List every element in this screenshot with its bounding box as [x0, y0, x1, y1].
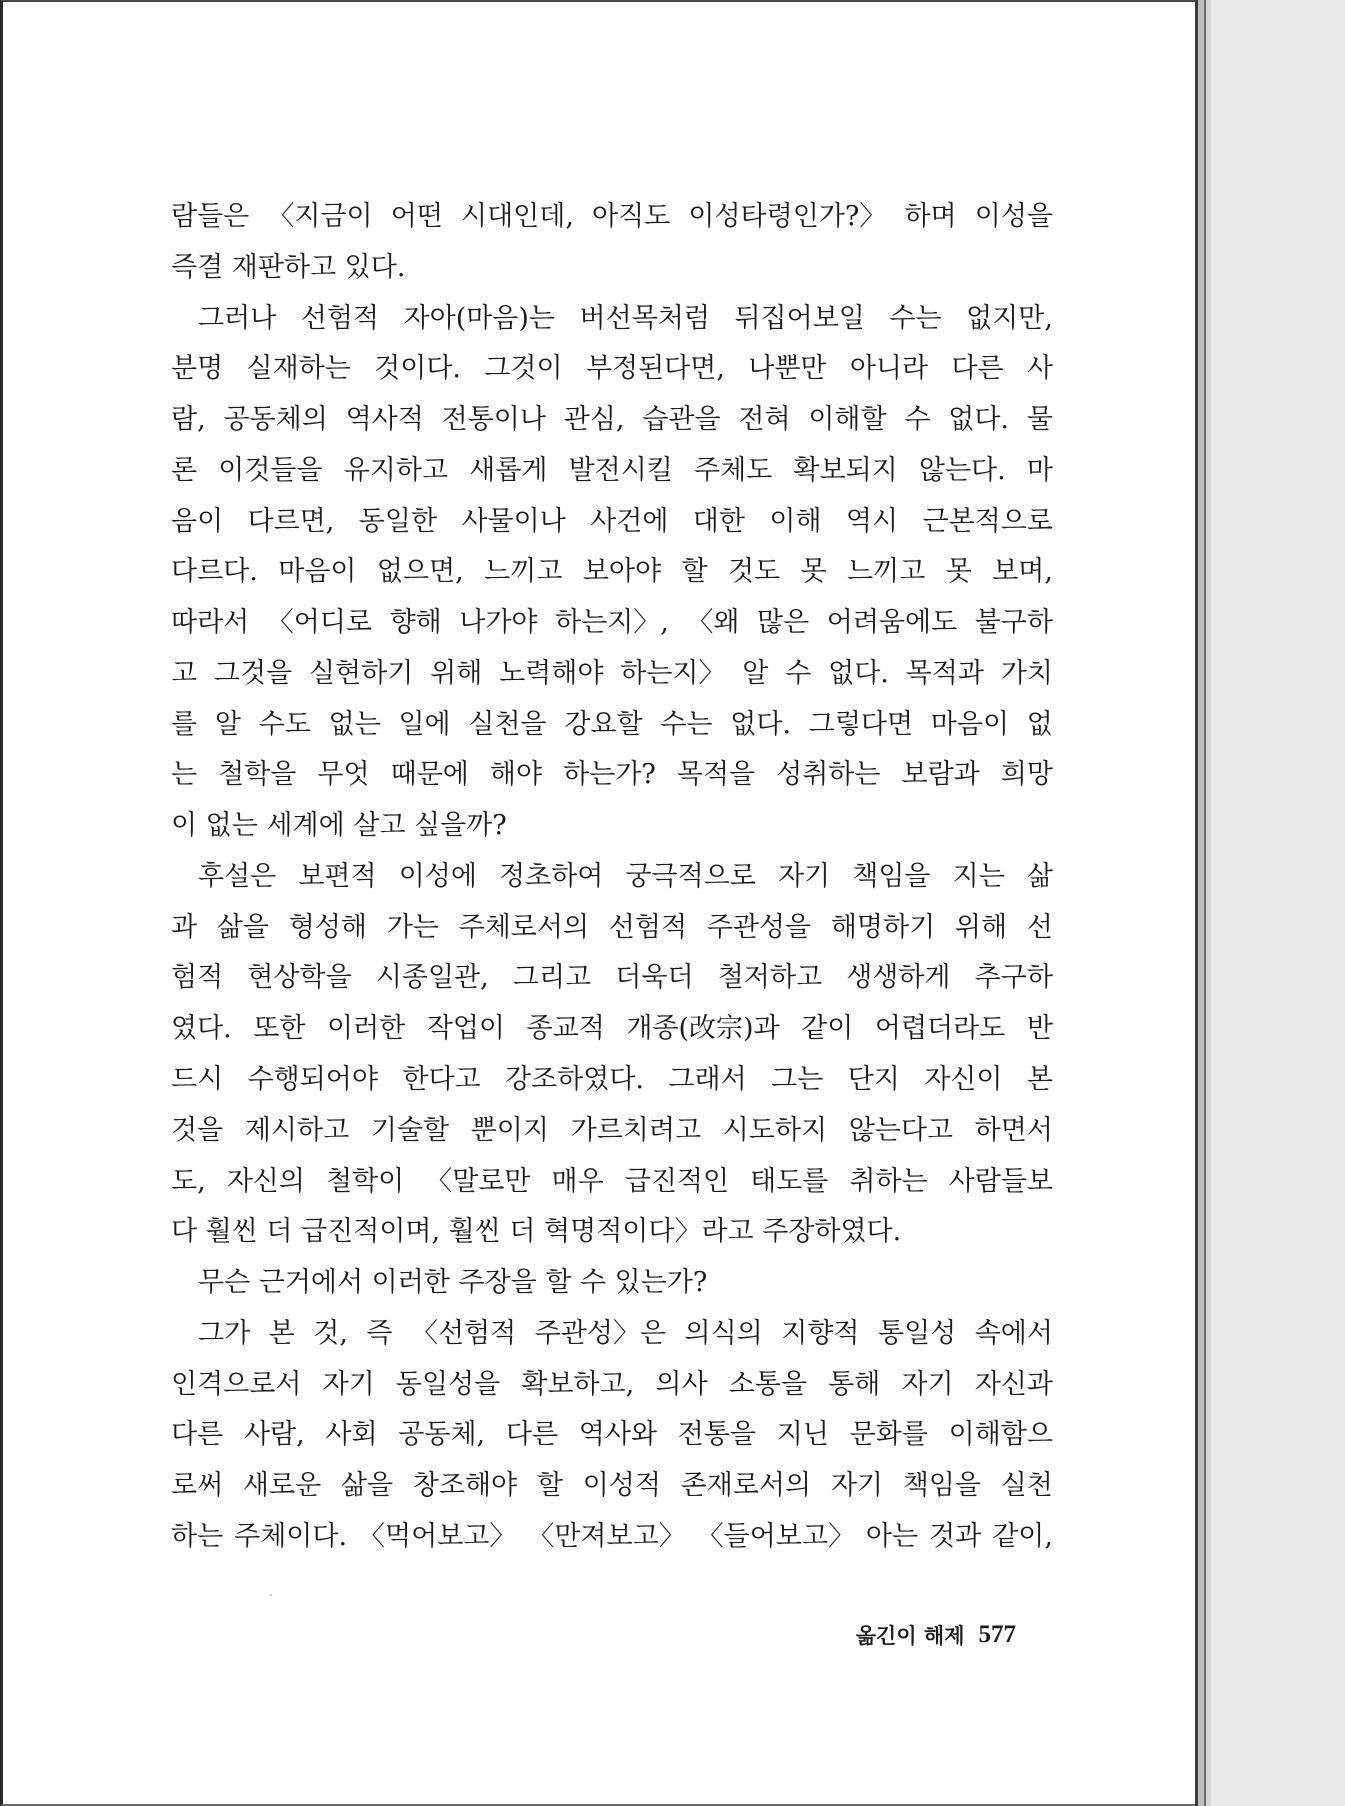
- text-line: [171, 192, 1053, 243]
- word: 이것들을: [218, 454, 323, 486]
- word: 삶을: [216, 911, 269, 943]
- word: 지닌: [776, 1419, 829, 1451]
- word: 없: [1026, 708, 1053, 740]
- word: 것,: [313, 1317, 348, 1349]
- word: 아니라: [849, 353, 929, 385]
- word: 론: [171, 454, 198, 486]
- word: 유지하고: [343, 454, 449, 486]
- word: 또한: [253, 1013, 306, 1045]
- word: 성취하는: [776, 759, 881, 791]
- word: 의식의: [684, 1317, 763, 1349]
- word: 마: [1026, 454, 1053, 486]
- text-line: [171, 1461, 1053, 1512]
- page-edge: [1195, 0, 1211, 1806]
- word: 드시: [171, 1064, 224, 1096]
- word: 그가: [198, 1317, 251, 1349]
- word: 기술할: [370, 1114, 450, 1146]
- word: 것이다.: [374, 353, 461, 385]
- word: 삶을: [340, 1470, 394, 1502]
- word: 역사적: [345, 404, 424, 436]
- word: 알: [742, 657, 769, 689]
- word: 본: [268, 1317, 295, 1349]
- word: 물: [1026, 404, 1053, 436]
- text-line: [171, 1106, 1053, 1157]
- word: 그리고: [512, 962, 592, 994]
- word: 못: [945, 556, 972, 588]
- text-line: [171, 497, 1053, 548]
- word: 단지: [847, 1064, 900, 1096]
- text-line: [171, 750, 1053, 801]
- word: 따라서: [171, 607, 250, 639]
- word: 험적: [171, 962, 224, 994]
- word: 지는: [952, 860, 1005, 892]
- word: 시대인데,: [461, 201, 574, 232]
- word: 사람들보: [948, 1165, 1053, 1197]
- word: 분명: [171, 353, 224, 385]
- word: 속에서: [974, 1317, 1053, 1349]
- word: 통일성: [877, 1317, 957, 1349]
- word: 과: [171, 911, 198, 943]
- word: 못: [800, 556, 827, 588]
- word: 아직도: [592, 201, 671, 232]
- word: 실천을: [468, 708, 547, 740]
- word: 하는가?: [563, 759, 656, 791]
- page-footer: [763, 1616, 1016, 1654]
- word: 해야: [489, 759, 543, 791]
- word: 하는지〉,: [555, 607, 669, 639]
- word: 공동체,: [398, 1419, 486, 1451]
- word: 수는: [889, 302, 942, 334]
- word: 철학을: [218, 759, 297, 791]
- word: 위해: [954, 911, 1008, 943]
- word: 없는: [328, 708, 381, 740]
- word: 개종(改宗)과: [626, 1013, 780, 1045]
- text-line: [171, 1004, 1053, 1055]
- word: 공동체의: [223, 404, 328, 436]
- word: 일에: [398, 708, 451, 740]
- text-line: [171, 598, 1053, 649]
- word: 창조해야: [412, 1470, 518, 1502]
- text-line: [171, 294, 1053, 345]
- word: 수도: [258, 708, 311, 740]
- word: 작업이: [426, 1013, 506, 1045]
- word: 수: [785, 657, 812, 689]
- word: 이성을: [974, 201, 1053, 232]
- word: 이성타령인가?〉: [688, 201, 887, 232]
- word: 이러한: [326, 1013, 406, 1045]
- word: 한다고: [402, 1064, 481, 1096]
- word: 취하는: [849, 1165, 928, 1197]
- word: 형성해: [288, 911, 367, 943]
- word: 선험적: [608, 911, 688, 943]
- word: 지향적: [781, 1317, 860, 1349]
- word: 자신과: [974, 1368, 1053, 1400]
- word: 버선목처럼: [579, 302, 710, 334]
- word: 희망: [1000, 759, 1053, 791]
- word: 느끼고: [484, 556, 563, 588]
- word: 였다.: [171, 1013, 232, 1045]
- word: 수행되어야: [247, 1064, 378, 1096]
- word: 삶: [1026, 860, 1053, 892]
- word: 궁극적으로: [625, 860, 756, 892]
- word: 사: [1026, 353, 1053, 385]
- word: 는: [171, 759, 198, 791]
- word: 더욱더: [615, 962, 694, 994]
- word: 없지만,: [966, 302, 1053, 334]
- word: 이해: [769, 505, 822, 537]
- word: 어렵더라도: [874, 1013, 1006, 1045]
- text-line: [171, 395, 1053, 446]
- word: 정초하여: [499, 860, 604, 892]
- word: 가치: [1000, 657, 1053, 689]
- word: 통해: [828, 1368, 881, 1400]
- word: 〈선험적: [410, 1317, 517, 1349]
- word: 없으면,: [376, 556, 464, 588]
- word: 〈지금이: [267, 201, 373, 232]
- word: 자아(마음)는: [403, 302, 556, 334]
- word: 같이,: [992, 1520, 1053, 1552]
- word: 사람,: [243, 1419, 305, 1451]
- word: 수는: [660, 708, 713, 740]
- word: 로써: [171, 1470, 224, 1502]
- word: 보아야: [582, 556, 662, 588]
- word: 〈왜: [686, 607, 740, 639]
- word: 노력해야: [499, 657, 604, 689]
- word: 인격으로서: [171, 1368, 302, 1400]
- word: 이성적: [582, 1470, 661, 1502]
- word: 존재로서의: [680, 1470, 812, 1502]
- word: 선험적: [300, 302, 380, 334]
- word: 〈말로만: [425, 1165, 531, 1197]
- word: 전통이나: [441, 404, 546, 436]
- text-line: [171, 1055, 1053, 1106]
- word: 마음이: [930, 708, 1010, 740]
- word: 다르다.: [171, 556, 258, 588]
- word: 실천: [1000, 1470, 1053, 1502]
- word: 보편적: [298, 860, 377, 892]
- word: 해명하기: [830, 911, 936, 943]
- word: 주체이다.: [234, 1520, 348, 1552]
- word: 부정된다면,: [585, 353, 725, 385]
- word: 이해함으: [948, 1419, 1053, 1451]
- word: 뒤집어보일: [734, 302, 865, 334]
- word: 본: [1026, 1064, 1053, 1096]
- word: 람,: [171, 404, 206, 436]
- text-line: [171, 953, 1053, 1004]
- text-line: 무슨 근거에서 이러한 주장을 할 수 있는가?: [198, 1267, 708, 1299]
- text-line: [171, 1512, 1053, 1563]
- word: 자신의: [226, 1165, 305, 1197]
- word: 사건에: [590, 505, 669, 537]
- word: 수: [904, 404, 931, 436]
- word: 가르치려고: [570, 1114, 702, 1146]
- word: 람들은: [171, 201, 250, 232]
- word: 않는다고: [848, 1114, 954, 1146]
- word: 〈먹어보고〉: [358, 1520, 517, 1552]
- word: 나가야: [459, 607, 538, 639]
- word: 많은: [757, 607, 810, 639]
- word: 느끼고: [847, 556, 926, 588]
- word: 하며: [904, 201, 957, 232]
- word: 마음이: [278, 556, 357, 588]
- word: 철저하고: [717, 962, 823, 994]
- word: 즉: [366, 1317, 393, 1349]
- text-line: [171, 1309, 1053, 1360]
- word: 뿐이지: [470, 1114, 549, 1146]
- word: 도,: [171, 1165, 206, 1197]
- word: 역시: [845, 505, 899, 537]
- word: 그러나: [198, 302, 277, 334]
- word: 실현하기: [308, 657, 414, 689]
- word: 무엇: [317, 759, 370, 791]
- word: 아는: [865, 1520, 919, 1552]
- text-line: 즉결 재판하고 있다.: [171, 251, 406, 283]
- word: 사물이나: [461, 505, 566, 537]
- word: 종교적: [526, 1013, 605, 1045]
- word: 철학이: [325, 1165, 405, 1197]
- word: 자기: [777, 860, 831, 892]
- text-line: [171, 344, 1053, 395]
- word: 현상학을: [247, 962, 352, 994]
- word: 발전시킬: [568, 454, 673, 486]
- word: 새롭게: [469, 454, 548, 486]
- word: 하는지〉: [620, 657, 726, 689]
- word: 하면서: [974, 1114, 1053, 1146]
- word: 를: [171, 708, 198, 740]
- word: 않는다.: [918, 454, 1006, 486]
- page-number: 577: [978, 1621, 1016, 1648]
- text-line: [171, 446, 1053, 497]
- word: 그래서: [668, 1064, 747, 1096]
- word: 없다.: [828, 657, 889, 689]
- paragraph: [171, 1258, 1053, 1309]
- word: 알: [214, 708, 241, 740]
- text-line: 다 훨씬 더 급진적이며, 훨씬 더 혁명적이다〉라고 주장하였다.: [171, 1216, 902, 1248]
- word: 하는: [171, 1520, 224, 1552]
- word: 때문에: [390, 759, 469, 791]
- word: 추구하: [974, 962, 1053, 994]
- word: 고: [171, 657, 198, 689]
- text-line: [171, 1157, 1053, 1208]
- word: 소통을: [728, 1368, 807, 1400]
- word: 주체도: [694, 454, 773, 486]
- word: 다른: [505, 1419, 559, 1451]
- word: 반: [1026, 1013, 1053, 1045]
- word: 그는: [771, 1064, 824, 1096]
- paragraph: [171, 852, 1053, 1258]
- word: 동일한: [358, 505, 438, 537]
- word: 자신이: [924, 1064, 1003, 1096]
- word: 생생하게: [846, 962, 951, 994]
- word: 자기: [830, 1470, 883, 1502]
- word: 것을: [171, 1114, 224, 1146]
- running-head: 옮긴이 해제: [855, 1624, 965, 1648]
- word: 다른: [951, 353, 1004, 385]
- word: 근본적으로: [922, 505, 1053, 537]
- word: 역사와: [578, 1419, 658, 1451]
- word: 나뿐만: [748, 353, 827, 385]
- text-line: [171, 700, 1053, 751]
- word: 강조하였다.: [505, 1064, 645, 1096]
- paragraph: [171, 1309, 1053, 1563]
- word: 그렇다면: [808, 708, 914, 740]
- word: 보람과: [901, 759, 980, 791]
- word: 매우: [551, 1165, 604, 1197]
- word: 확보하고,: [521, 1368, 635, 1400]
- word: 주관성〉은: [534, 1317, 667, 1349]
- word: 다르면,: [247, 505, 335, 537]
- text-line: 이 없는 세계에 살고 싶을까?: [171, 810, 507, 842]
- word: 후설은: [198, 860, 277, 892]
- word: 것과: [929, 1520, 982, 1552]
- word: 전혀: [738, 404, 791, 436]
- word: 없다.: [948, 404, 1010, 436]
- text-line: [171, 1360, 1053, 1411]
- word: 할: [536, 1470, 563, 1502]
- word: 불구하: [974, 607, 1053, 639]
- text-line: [171, 852, 1053, 903]
- word: 습관을: [642, 404, 721, 436]
- word: 주체로서의: [458, 911, 590, 943]
- word: 〈만져보고〉: [527, 1520, 686, 1552]
- word: 그것을: [213, 657, 293, 689]
- word: 실재하는: [246, 353, 351, 385]
- word: 태도를: [750, 1165, 829, 1197]
- body-text: [171, 192, 1053, 1563]
- word: 선: [1026, 911, 1053, 943]
- word: 목적과: [905, 657, 984, 689]
- word: 시도하지: [722, 1114, 828, 1146]
- paragraph: [171, 192, 1053, 294]
- word: 음이: [171, 505, 224, 537]
- word: 그것이: [484, 353, 563, 385]
- word: 가는: [386, 911, 439, 943]
- scan-speck: [270, 1594, 272, 1596]
- word: 자기: [322, 1368, 375, 1400]
- word: 자기: [901, 1368, 954, 1400]
- word: 전통을: [677, 1419, 757, 1451]
- word: 제시하고: [244, 1114, 350, 1146]
- word: 다른: [171, 1419, 224, 1451]
- text-line: [171, 547, 1053, 598]
- word: 할: [681, 556, 708, 588]
- word: 급진적인: [624, 1165, 730, 1197]
- word: 책임을: [902, 1470, 981, 1502]
- paragraph: [171, 294, 1053, 852]
- word: 위해: [430, 657, 483, 689]
- word: 이해할: [808, 404, 887, 436]
- word: 〈어디로: [266, 607, 373, 639]
- word: 사회: [325, 1419, 378, 1451]
- word: 어떤: [390, 201, 443, 232]
- word: 동일성을: [395, 1368, 501, 1400]
- word: 주관성을: [706, 911, 812, 943]
- word: 대한: [692, 505, 745, 537]
- word: 의사: [655, 1368, 708, 1400]
- text-line: [171, 649, 1053, 700]
- word: 시종일관,: [375, 962, 489, 994]
- word: 새로운: [242, 1470, 322, 1502]
- text-line: [171, 903, 1053, 954]
- word: 〈들어보고〉: [696, 1520, 855, 1552]
- word: 보며,: [992, 556, 1053, 588]
- word: 것도: [727, 556, 781, 588]
- word: 책임을: [852, 860, 931, 892]
- word: 확보되지: [793, 454, 898, 486]
- word: 이성에: [398, 860, 477, 892]
- word: 관심,: [563, 404, 625, 436]
- word: 없다.: [730, 708, 791, 740]
- word: 같이: [801, 1013, 854, 1045]
- text-line: [171, 1410, 1053, 1461]
- word: 향해: [389, 607, 442, 639]
- word: 목적을: [676, 759, 756, 791]
- word: 강요할: [564, 708, 643, 740]
- word: 문화를: [849, 1419, 928, 1451]
- word: 어려움에도: [826, 607, 958, 639]
